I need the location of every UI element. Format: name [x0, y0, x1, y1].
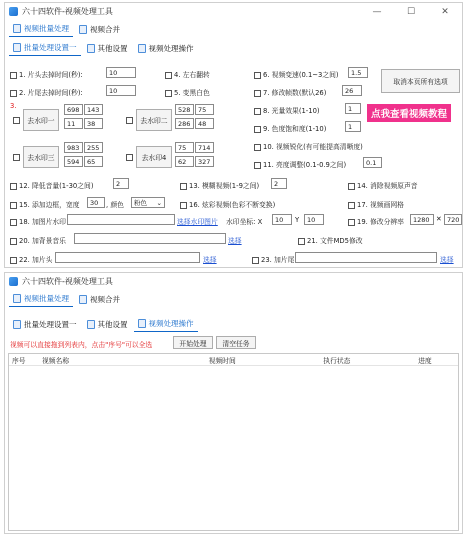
watermark-1-button[interactable]: 去水印一 — [23, 109, 59, 131]
opt13-input[interactable]: 2 — [271, 178, 287, 189]
watermark-3-x[interactable]: 983 — [64, 142, 83, 153]
watermark-4-y[interactable]: 714 — [195, 142, 214, 153]
opt22-label: 22. 加片头 — [19, 256, 53, 264]
subtab-process-operations[interactable] — [134, 316, 198, 332]
opt8-row[interactable] — [254, 105, 320, 115]
watermark-4-row[interactable] — [126, 153, 135, 161]
opt18-x-input[interactable]: 10 — [272, 214, 292, 225]
opt15-color-value: 粉色 — [134, 199, 147, 207]
tab-video-merge[interactable] — [75, 22, 124, 37]
main-tabs — [5, 290, 462, 307]
tab-label: 批量处理设置一 — [24, 320, 77, 329]
opt7-label: 7. 修改帧数(默认26) — [263, 89, 327, 97]
watermark-1-y[interactable]: 143 — [84, 104, 103, 115]
tab-label: 视频合并 — [90, 295, 120, 304]
clear-tasks-button[interactable]: 清空任务 — [216, 336, 256, 349]
opt19-row[interactable] — [348, 216, 404, 226]
watermark-4-button[interactable]: 去水印4 — [136, 146, 172, 168]
watermark-1-checkbox[interactable] — [13, 117, 20, 124]
watermark-3-row[interactable] — [13, 153, 22, 161]
opt13-row[interactable] — [180, 180, 259, 190]
watermark-3-y[interactable]: 255 — [84, 142, 103, 153]
opt5-label: 5. 变黑白色 — [174, 89, 210, 97]
opt19-height-input[interactable]: 720 — [444, 214, 462, 225]
opt15-color-label: , 颜色 — [106, 201, 124, 209]
title-bar — [5, 3, 462, 20]
opt1-input[interactable]: 10 — [106, 67, 136, 78]
tab-batch-process[interactable] — [9, 291, 73, 307]
opt23-path-input[interactable] — [295, 252, 437, 263]
tab-label: 视频批量处理 — [24, 24, 69, 33]
tab-label: 视频合并 — [90, 25, 120, 34]
opt15-width-input[interactable]: 30 — [87, 197, 105, 208]
opt14-row[interactable] — [348, 180, 418, 190]
opt8-input[interactable]: 1 — [345, 103, 361, 114]
opt22-path-input[interactable] — [55, 252, 200, 263]
opt18-path-input[interactable] — [67, 214, 175, 225]
watermark-2-button[interactable]: 去水印二 — [136, 109, 172, 131]
app-icon — [9, 277, 18, 286]
subtab-batch-settings-1[interactable] — [9, 40, 81, 56]
watermark-3-button[interactable]: 去水印三 — [23, 146, 59, 168]
opt14-label: 14. 消除视频原声音 — [357, 182, 418, 190]
tab-icon — [13, 320, 21, 329]
opt8-checkbox[interactable] — [254, 108, 261, 115]
column-header-status[interactable]: 执行状态 — [323, 356, 351, 365]
watermark-4-checkbox[interactable] — [126, 154, 133, 161]
start-process-button[interactable]: 开始处理 — [173, 336, 213, 349]
opt2-label: 2. 片尾去掉时间(秒): — [19, 89, 83, 97]
watermark-2-y[interactable]: 75 — [195, 104, 214, 115]
opt11-row[interactable] — [254, 159, 346, 169]
column-header-name[interactable]: 视频名称 — [41, 356, 70, 365]
sub-tabs — [5, 39, 462, 56]
maximize-icon[interactable]: ☐ — [406, 6, 416, 17]
column-header-duration[interactable]: 视频时间 — [208, 356, 236, 365]
tab-icon — [13, 43, 21, 52]
opt9-checkbox[interactable] — [254, 126, 261, 133]
multiply-icon: ✕ — [436, 215, 442, 223]
opt7-checkbox[interactable] — [254, 90, 261, 97]
select-watermark-image-link[interactable]: 选择水印图片 — [177, 218, 218, 226]
watermark-section-number: 3. — [10, 102, 17, 110]
opt4-label: 4. 左右翻转 — [174, 71, 210, 79]
tab-label: 批量处理设置一 — [24, 43, 77, 52]
main-tabs — [5, 20, 462, 37]
opt10-row[interactable] — [254, 141, 363, 151]
opt15-label: 15. 添加边框，宽度 — [19, 201, 80, 209]
column-header-progress[interactable]: 进度 — [418, 356, 432, 365]
watermark-3-h[interactable]: 65 — [84, 156, 103, 167]
opt6-input[interactable]: 1.5 — [348, 67, 368, 78]
opt21-checkbox[interactable] — [298, 238, 305, 245]
tab-icon — [138, 44, 146, 53]
opt4-checkbox[interactable] — [165, 72, 172, 79]
app-icon — [9, 7, 18, 16]
subtab-process-operations[interactable] — [134, 41, 198, 56]
opt15-checkbox[interactable] — [10, 202, 17, 209]
window-title: 六十四软件-视频处理工具 — [22, 277, 113, 286]
watermark-2-row[interactable] — [126, 116, 135, 124]
opt9-input[interactable]: 1 — [345, 121, 361, 132]
opt18-label: 18. 加图片水印 — [19, 218, 66, 226]
subtab-other-settings[interactable] — [83, 317, 132, 332]
watermark-1-x[interactable]: 698 — [64, 104, 83, 115]
subtab-other-settings[interactable] — [83, 41, 132, 56]
opt9-row[interactable] — [254, 123, 326, 133]
select-bgm-link[interactable]: 选择 — [228, 237, 242, 245]
opt2-checkbox[interactable] — [10, 90, 17, 97]
opt6-row[interactable] — [254, 69, 339, 79]
opt21-label: 21. 文件MD5修改 — [307, 237, 363, 245]
watermark-2-checkbox[interactable] — [126, 117, 133, 124]
opt1-label: 1. 片头去掉时间(秒): — [19, 71, 83, 79]
opt20-row[interactable] — [10, 235, 66, 245]
main-window-operations — [4, 272, 463, 534]
tab-label: 视频处理操作 — [148, 44, 194, 53]
opt1-checkbox[interactable] — [10, 72, 17, 79]
tab-label: 其他设置 — [97, 320, 128, 329]
opt11-input[interactable]: 0.1 — [363, 157, 382, 168]
opt16-checkbox[interactable] — [180, 202, 187, 209]
opt20-path-input[interactable] — [74, 233, 226, 244]
opt22-row[interactable] — [10, 254, 52, 264]
opt11-checkbox[interactable] — [254, 162, 261, 169]
tab-label: 视频批量处理 — [24, 294, 69, 303]
opt23-row[interactable] — [252, 254, 294, 264]
video-tutorial-banner[interactable]: 点我查看视频教程 — [367, 104, 451, 122]
opt12-label: 12. 降低音量(1-30之间) — [19, 182, 94, 190]
watermark-1-w[interactable]: 11 — [64, 118, 83, 129]
opt12-row[interactable] — [10, 180, 93, 190]
tab-video-merge[interactable] — [75, 292, 124, 307]
watermark-2-x[interactable]: 528 — [175, 104, 194, 115]
opt23-checkbox[interactable] — [252, 257, 259, 264]
opt20-checkbox[interactable] — [10, 238, 17, 245]
opt14-checkbox[interactable] — [348, 183, 355, 190]
tab-icon — [87, 320, 95, 329]
select-intro-link[interactable]: 选择 — [203, 256, 217, 264]
watermark-3-w[interactable]: 594 — [64, 156, 83, 167]
opt18-y-label: Y — [295, 216, 300, 224]
tab-icon — [87, 44, 95, 53]
opt18-row[interactable] — [10, 216, 66, 226]
opt6-label: 6. 视频变速(0.1~3之间) — [263, 71, 339, 79]
opt17-row[interactable] — [348, 199, 404, 209]
tab-icon — [79, 295, 87, 304]
cancel-all-options-button[interactable]: 取消本页所有选项 — [381, 69, 460, 93]
opt15-row[interactable] — [10, 199, 80, 209]
subtab-batch-settings-1[interactable] — [9, 317, 81, 332]
table-header — [9, 354, 458, 366]
opt2-row[interactable] — [10, 87, 83, 97]
opt19-label: 19. 修改分辨率 — [357, 218, 404, 226]
watermark-3-checkbox[interactable] — [13, 154, 20, 161]
opt12-input[interactable]: 2 — [113, 178, 129, 189]
minimize-icon[interactable]: — — [372, 6, 382, 17]
watermark-4-x[interactable]: 75 — [175, 142, 194, 153]
sub-tabs — [5, 315, 462, 332]
column-header-index[interactable]: 序号 — [12, 356, 26, 365]
opt15-color-select[interactable] — [131, 197, 165, 208]
tab-icon — [13, 294, 21, 303]
opt5-checkbox[interactable] — [165, 90, 172, 97]
opt21-row[interactable] — [298, 235, 363, 245]
opt6-checkbox[interactable] — [254, 72, 261, 79]
task-list-table[interactable] — [8, 353, 459, 531]
window-title: 六十四软件-视频处理工具 — [22, 7, 113, 16]
watermark-4-h[interactable]: 327 — [195, 156, 214, 167]
opt9-label: 9. 色度饱和度(1-10) — [263, 125, 327, 133]
opt5-row[interactable] — [165, 87, 210, 97]
title-bar — [5, 273, 462, 290]
opt17-checkbox[interactable] — [348, 202, 355, 209]
opt22-checkbox[interactable] — [10, 257, 17, 264]
opt18-coord-label: 水印坐标: X — [226, 218, 263, 226]
chevron-down-icon: ⌄ — [156, 199, 162, 207]
close-icon[interactable]: ✕ — [441, 6, 449, 17]
tab-label: 视频处理操作 — [148, 319, 194, 328]
watermark-2-h[interactable]: 48 — [195, 118, 214, 129]
opt10-checkbox[interactable] — [254, 144, 261, 151]
opt18-y-input[interactable]: 10 — [304, 214, 324, 225]
watermark-1-h[interactable]: 38 — [84, 118, 103, 129]
select-outro-link[interactable]: 选择 — [440, 256, 454, 264]
opt2-input[interactable]: 10 — [106, 85, 136, 96]
opt23-label: 23. 加片尾 — [261, 256, 295, 264]
opt13-label: 13. 模糊视频(1-9之间) — [189, 182, 260, 190]
opt19-width-input[interactable]: 1280 — [410, 214, 434, 225]
opt16-row[interactable] — [180, 199, 275, 209]
opt10-label: 10. 视频锐化(有可能提高清晰度) — [263, 143, 363, 151]
tab-icon — [79, 25, 87, 34]
opt12-checkbox[interactable] — [10, 183, 17, 190]
opt19-checkbox[interactable] — [348, 219, 355, 226]
opt13-checkbox[interactable] — [180, 183, 187, 190]
opt7-row[interactable] — [254, 87, 326, 97]
opt7-input[interactable]: 26 — [342, 85, 362, 96]
opt1-row[interactable] — [10, 69, 83, 79]
tab-icon — [13, 24, 21, 33]
tab-label: 其他设置 — [97, 44, 128, 53]
opt18-checkbox[interactable] — [10, 219, 17, 226]
watermark-1-row[interactable] — [13, 116, 22, 124]
opt4-row[interactable] — [165, 69, 210, 79]
opt11-label: 11. 亮度调整(0.1-0.9之间) — [263, 161, 347, 169]
opt8-label: 8. 光量效果(1-10) — [263, 107, 320, 115]
opt17-label: 17. 视频画网格 — [357, 201, 404, 209]
main-window-settings — [4, 2, 463, 268]
tab-batch-process[interactable] — [9, 21, 73, 37]
drag-hint-text: 视频可以直接拖到列表内，点击"序号"可以全选 — [10, 341, 153, 349]
opt20-label: 20. 加背景音乐 — [19, 237, 66, 245]
opt16-label: 16. 炫彩视频(色彩不断变换) — [189, 201, 276, 209]
watermark-4-w[interactable]: 62 — [175, 156, 194, 167]
watermark-2-w[interactable]: 286 — [175, 118, 194, 129]
tab-icon — [138, 319, 146, 328]
